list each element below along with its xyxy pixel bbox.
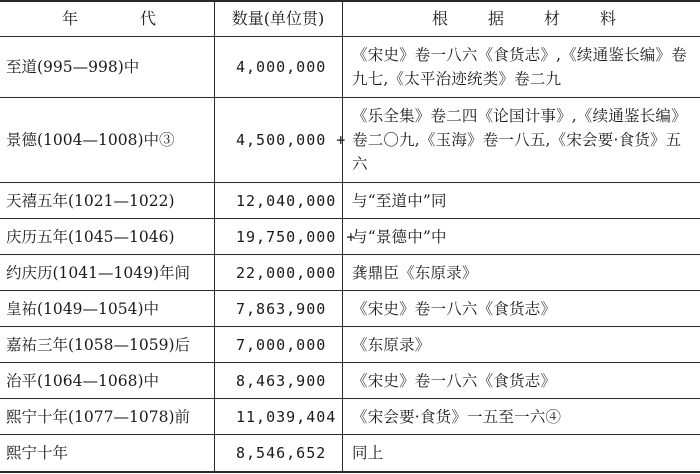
cell-period: 天禧五年(1021—1022) bbox=[6, 191, 175, 210]
cell-period: 熙宁十年(1077—1078)前 bbox=[6, 407, 190, 426]
cell-source: 《乐全集》卷二四《论国计事》,《续通鉴长编》卷二〇九,《玉海》卷一八五,《宋会要·食货》五六 bbox=[352, 107, 687, 173]
header-source: 根据材料 bbox=[431, 8, 656, 28]
cell-period: 皇祐(1049—1054)中 bbox=[6, 299, 159, 318]
cell-period: 治平(1064—1068)中 bbox=[6, 371, 159, 390]
cell-source: 《宋史》卷一八六《食货志》,《续通鉴长编》卷九七,《太平治迹统类》卷二九 bbox=[352, 46, 687, 88]
cell-source: 与“至道中”同 bbox=[352, 191, 447, 210]
cell-source: 《宋史》卷一八六《食货志》 bbox=[352, 371, 557, 390]
cell-amount: 4,500,000 + bbox=[236, 131, 347, 149]
column-divider bbox=[214, 0, 215, 473]
cell-source: 龚鼎臣《东原录》 bbox=[352, 263, 478, 282]
cell-amount: 8,546,652 bbox=[236, 444, 327, 462]
header-amount: 数量(单位贯) bbox=[231, 8, 325, 28]
header-period: 年代 bbox=[62, 8, 219, 28]
cell-period: 熙宁十年 bbox=[6, 444, 69, 462]
cell-amount: 11,039,404 bbox=[236, 407, 337, 426]
cell-amount: 22,000,000 bbox=[236, 263, 337, 282]
cell-source: 《东原录》 bbox=[352, 335, 431, 354]
cell-period: 约庆历(1041—1049)年间 bbox=[6, 263, 190, 282]
cell-amount: 12,040,000 bbox=[236, 191, 337, 210]
table-bottom-rule bbox=[0, 471, 700, 473]
cell-amount: 7,000,000 bbox=[236, 335, 327, 354]
cell-period: 至道(995—998)中 bbox=[6, 58, 140, 76]
cell-amount: 4,000,000 bbox=[236, 58, 327, 76]
cell-source: 与“景德中”中 bbox=[352, 227, 447, 246]
cell-source: 《宋会要·食货》一五至一六④ bbox=[352, 407, 562, 426]
cell-source: 同上 bbox=[352, 444, 384, 462]
cell-amount: 19,750,000 + bbox=[236, 227, 357, 246]
cell-amount: 8,463,900 bbox=[236, 371, 327, 390]
cell-period: 嘉祐三年(1058—1059)后 bbox=[6, 335, 190, 354]
cell-source: 《宋史》卷一八六《食货志》 bbox=[352, 299, 557, 318]
cell-amount: 7,863,900 bbox=[236, 299, 327, 318]
cell-period: 景德(1004—1008)中③ bbox=[6, 131, 175, 149]
cell-period: 庆历五年(1045—1046) bbox=[6, 227, 175, 246]
